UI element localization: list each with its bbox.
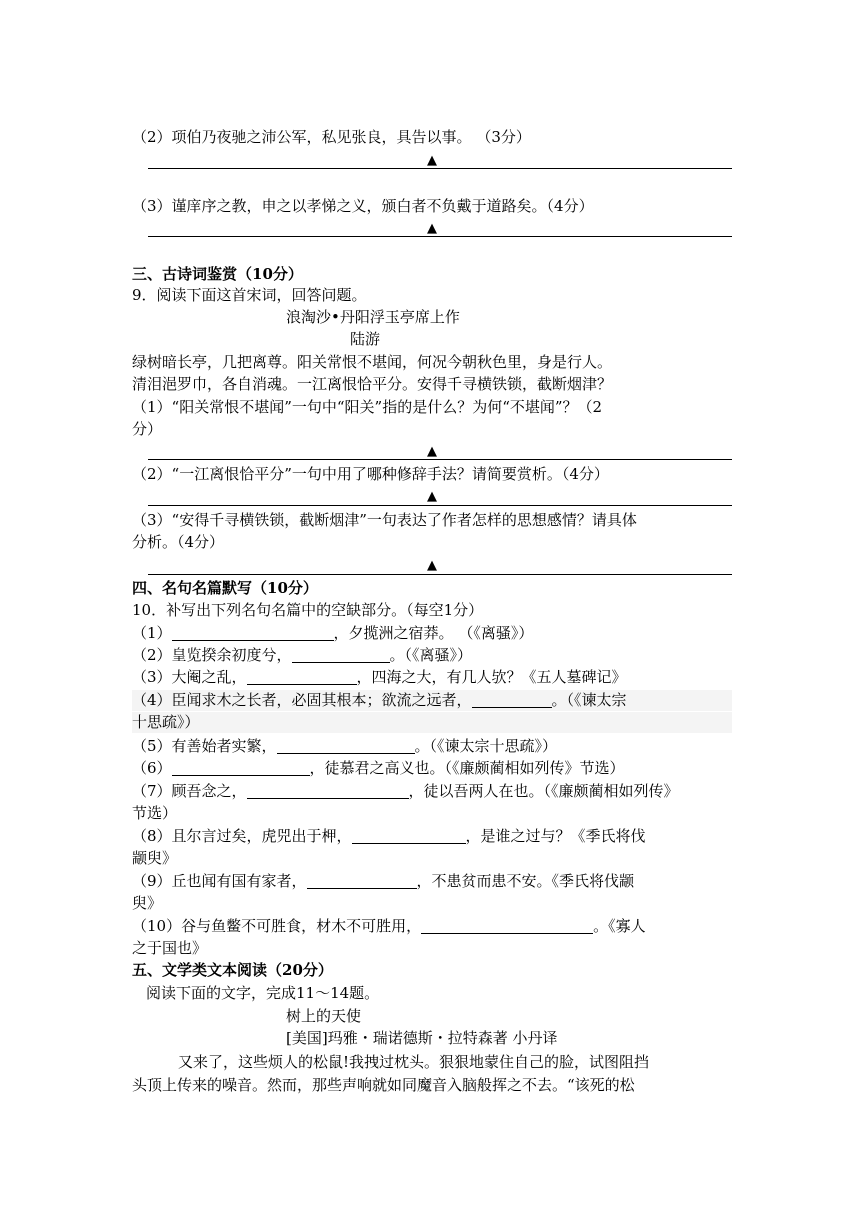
fill-item-1: （1） ，夕揽洲之宿莽。 （《离骚》）	[132, 624, 534, 642]
fill-blank[interactable]	[172, 759, 310, 776]
fill-item-4: （4）臣闻求木之长者，必固其根本；欲流之远者， 。（《谏太宗	[132, 690, 732, 711]
fill-item-9-cont: 臾》	[132, 894, 163, 912]
q10-intro: 10．补写出下列名句名篇中的空缺部分。（每空1分）	[132, 601, 484, 619]
fill-item-6: （6） ，徒慕君之高义也。（《廉颇蔺相如列传》节选）	[132, 759, 625, 777]
q9-intro: 9．阅读下面这首宋词，回答问题。	[132, 286, 367, 304]
fill-item-3: （3）大阉之乱， ，四海之大，有几人欤？《五人墓碑记》	[132, 668, 627, 686]
q9-part-2: （2）“一江离恨恰平分”一句中用了哪种修辞手法？请简要赏析。（4分）	[132, 465, 609, 483]
fill-item-4-cont: 十思疏》）	[132, 712, 732, 733]
q9-part-1: （1）“阳关常恨不堪闻”一句中“阳关”指的是什么？为何“不堪闻”？（2	[132, 398, 603, 416]
answer-line[interactable]	[148, 574, 732, 575]
fill-item-10-cont: 之于国也》	[132, 939, 208, 957]
fill-item-7: （7）顾吾念之， ，徒以吾两人在也。（《廉颇蔺相如列传》	[132, 782, 679, 800]
fill-item-2: （2）皇览揆余初度兮， 。（《离骚》）	[132, 646, 473, 664]
fill-blank[interactable]	[292, 646, 390, 663]
q8-item-3: （3）谨庠序之教，申之以孝悌之义，颁白者不负戴于道路矣。（4分）	[132, 197, 594, 215]
fill-item-5: （5）有善始者实繁， 。（《谏太宗十思疏》）	[132, 737, 558, 755]
answer-line[interactable]	[148, 168, 732, 169]
answer-mark-triangle: ▲	[427, 221, 437, 236]
fill-item-8-cont: 颛臾》	[132, 849, 178, 867]
poem-title: 浪淘沙•丹阳浮玉亭席上作	[286, 308, 460, 326]
q9-part-1-cont: 分）	[132, 420, 163, 438]
fill-item-9: （9）丘也闻有国有家者， ，不患贫而患不安。《季氏将伐颛	[132, 872, 635, 890]
section-3-heading: 三、古诗词鉴赏（10分）	[132, 265, 303, 283]
section-5-heading: 五、文学类文本阅读（20分）	[132, 961, 333, 979]
fill-blank[interactable]	[247, 668, 357, 685]
poem-line-2: 清泪浥罗巾，各自消魂。一江离恨恰平分。安得千寻横铁锁，截断烟津？	[132, 375, 613, 393]
fill-blank[interactable]	[172, 624, 334, 641]
q8-item-2: （2）项伯乃夜驰之沛公军，私见张良，具告以事。 （3分）	[132, 128, 531, 146]
story-title: 树上的天使	[286, 1007, 362, 1025]
answer-mark-triangle: ▲	[427, 153, 437, 168]
story-paragraph-1-cont: 头顶上传来的噪音。然而，那些声响就如同魔音入脑般挥之不去。“该死的松	[132, 1076, 635, 1094]
answer-mark-triangle: ▲	[427, 489, 437, 504]
answer-mark-triangle: ▲	[427, 558, 437, 573]
fill-blank[interactable]	[277, 737, 415, 754]
story-byline: [美国]玛雅・瑞诺德斯・拉特森著 小丹译	[286, 1029, 558, 1047]
fill-item-7-cont: 节选）	[132, 804, 178, 822]
q9-part-3-cont: 分析。（4分）	[132, 533, 225, 551]
poem-line-1: 绿树暗长亭，几把离尊。阳关常恨不堪闻，何况今朝秋色里，身是行人。	[132, 353, 613, 371]
fill-blank[interactable]	[247, 782, 409, 799]
answer-line[interactable]	[148, 459, 732, 460]
fill-blank[interactable]	[307, 872, 417, 889]
poem-author: 陆游	[350, 330, 381, 348]
fill-item-10: （10）谷与鱼鳖不可胜食，材木不可胜用， 。《寡人	[132, 917, 646, 935]
answer-mark-triangle: ▲	[427, 444, 437, 459]
reading-intro: 阅读下面的文字，完成11～14题。	[146, 984, 380, 1002]
fill-item-8: （8）且尔言过矣，虎兕出于柙， ，是谁之过与？《季氏将伐	[132, 827, 646, 845]
fill-blank[interactable]	[352, 827, 466, 844]
q9-part-3: （3）“安得千寻横铁锁，截断烟津”一句表达了作者怎样的思想感情？请具体	[132, 511, 637, 529]
answer-line[interactable]	[148, 505, 732, 506]
story-paragraph-1: 又来了，这些烦人的松鼠!我拽过枕头。狠狠地蒙住自己的脸，试图阻挡	[178, 1053, 650, 1071]
fill-blank[interactable]	[421, 917, 593, 934]
answer-line[interactable]	[148, 236, 732, 237]
fill-blank[interactable]	[472, 691, 552, 708]
section-4-heading: 四、名句名篇默写（10分）	[132, 579, 318, 597]
